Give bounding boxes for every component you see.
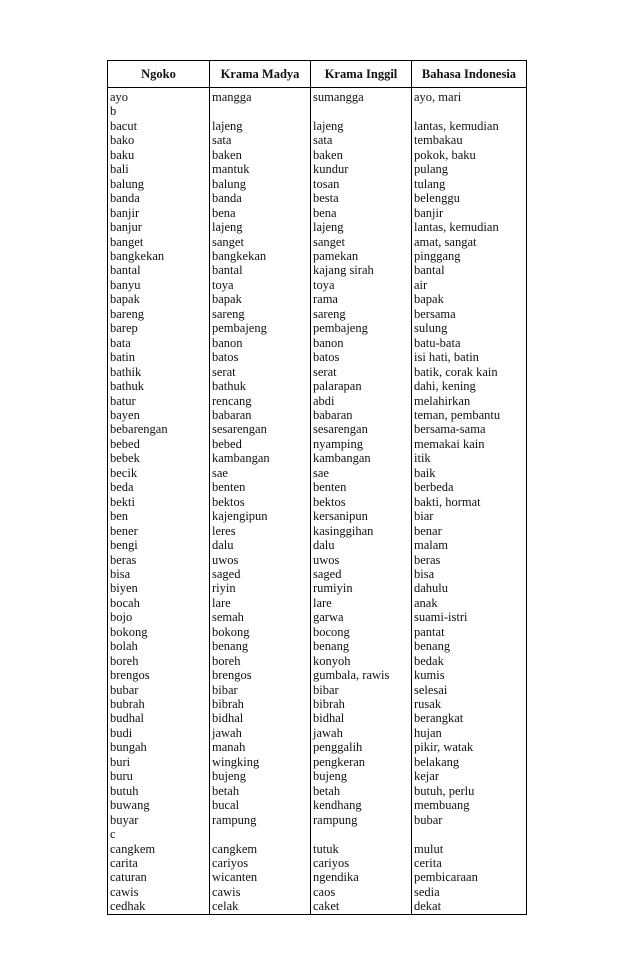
krama-inggil-cell: gumbala, rawis — [311, 668, 412, 682]
krama-madya-cell: lajeng — [210, 119, 311, 133]
krama-madya-cell: pembajeng — [210, 321, 311, 335]
table-row — [108, 365, 527, 379]
krama-madya-cell: banon — [210, 336, 311, 350]
vocabulary-table — [107, 60, 527, 915]
krama-inggil-cell: babaran — [311, 408, 412, 422]
bahasa-indonesia-cell: malam — [412, 538, 527, 552]
table-row — [108, 813, 527, 827]
bahasa-indonesia-cell: pantat — [412, 625, 527, 639]
krama-inggil-cell: lajeng — [311, 119, 412, 133]
bahasa-indonesia-cell: bantal — [412, 263, 527, 277]
table-row — [108, 798, 527, 812]
krama-madya-cell: wingking — [210, 755, 311, 769]
table-row — [108, 437, 527, 451]
krama-madya-cell: wicanten — [210, 870, 311, 884]
ngoko-cell: bata — [108, 336, 210, 350]
krama-madya-cell: toya — [210, 278, 311, 292]
table-row — [108, 784, 527, 798]
table-row — [108, 610, 527, 624]
table-row — [108, 683, 527, 697]
krama-madya-cell: sareng — [210, 307, 311, 321]
bahasa-indonesia-cell: kejar — [412, 769, 527, 783]
krama-madya-cell: riyin — [210, 581, 311, 595]
ngoko-cell: bebed — [108, 437, 210, 451]
krama-madya-cell: bidhal — [210, 711, 311, 725]
bahasa-indonesia-cell: pikir, watak — [412, 740, 527, 754]
table-row — [108, 596, 527, 610]
table-row — [108, 625, 527, 639]
krama-madya-cell: lajeng — [210, 220, 311, 234]
krama-inggil-cell — [311, 827, 412, 841]
krama-madya-cell: cawis — [210, 885, 311, 899]
krama-madya-cell: bebed — [210, 437, 311, 451]
krama-madya-cell: sae — [210, 466, 311, 480]
bahasa-indonesia-cell: hujan — [412, 726, 527, 740]
krama-madya-cell: bibar — [210, 683, 311, 697]
krama-inggil-cell: sareng — [311, 307, 412, 321]
ngoko-cell: buyar — [108, 813, 210, 827]
ngoko-cell: baku — [108, 148, 210, 162]
krama-inggil-cell: bibrah — [311, 697, 412, 711]
krama-madya-cell: batos — [210, 350, 311, 364]
krama-inggil-cell: caos — [311, 885, 412, 899]
krama-inggil-cell: palarapan — [311, 379, 412, 393]
krama-inggil-cell: betah — [311, 784, 412, 798]
krama-inggil-cell: rampung — [311, 813, 412, 827]
krama-madya-cell: bektos — [210, 495, 311, 509]
bahasa-indonesia-cell: dekat — [412, 899, 527, 914]
bahasa-indonesia-cell: membuang — [412, 798, 527, 812]
bahasa-indonesia-cell: sulung — [412, 321, 527, 335]
ngoko-cell: banyu — [108, 278, 210, 292]
header-krama-inggil: Krama Inggil — [311, 61, 412, 88]
ngoko-cell: buri — [108, 755, 210, 769]
table-row — [108, 509, 527, 523]
table-row — [108, 336, 527, 350]
bahasa-indonesia-cell: butuh, perlu — [412, 784, 527, 798]
table-row — [108, 856, 527, 870]
table-row — [108, 104, 527, 118]
bahasa-indonesia-cell: dahi, kening — [412, 379, 527, 393]
header-row — [108, 61, 527, 88]
krama-inggil-cell: sumangga — [311, 88, 412, 105]
bahasa-indonesia-cell: biar — [412, 509, 527, 523]
table-row — [108, 524, 527, 538]
krama-madya-cell: bena — [210, 206, 311, 220]
krama-inggil-cell: penggalih — [311, 740, 412, 754]
ngoko-cell: beras — [108, 553, 210, 567]
krama-madya-cell: benang — [210, 639, 311, 653]
bahasa-indonesia-cell: bisa — [412, 567, 527, 581]
krama-inggil-cell: uwos — [311, 553, 412, 567]
table-row — [108, 899, 527, 914]
ngoko-cell: caturan — [108, 870, 210, 884]
krama-madya-cell: cariyos — [210, 856, 311, 870]
table-row — [108, 553, 527, 567]
table-row — [108, 711, 527, 725]
krama-madya-cell: sanget — [210, 235, 311, 249]
ngoko-cell: bocah — [108, 596, 210, 610]
krama-madya-cell: bucal — [210, 798, 311, 812]
ngoko-cell: bathik — [108, 365, 210, 379]
table-row — [108, 191, 527, 205]
bahasa-indonesia-cell: lantas, kemudian — [412, 220, 527, 234]
krama-madya-cell: rampung — [210, 813, 311, 827]
krama-inggil-cell: lajeng — [311, 220, 412, 234]
ngoko-cell: barep — [108, 321, 210, 335]
krama-inggil-cell: lare — [311, 596, 412, 610]
krama-inggil-cell: bena — [311, 206, 412, 220]
ngoko-cell: bayen — [108, 408, 210, 422]
table-row — [108, 495, 527, 509]
ngoko-cell: bojo — [108, 610, 210, 624]
bahasa-indonesia-cell: melahirkan — [412, 394, 527, 408]
krama-inggil-cell: garwa — [311, 610, 412, 624]
ngoko-cell: bapak — [108, 292, 210, 306]
header-krama-madya: Krama Madya — [210, 61, 311, 88]
table-row — [108, 885, 527, 899]
bahasa-indonesia-cell: beras — [412, 553, 527, 567]
table-row — [108, 249, 527, 263]
krama-inggil-cell: kendhang — [311, 798, 412, 812]
ngoko-cell: c — [108, 827, 210, 841]
table-row — [108, 726, 527, 740]
krama-inggil-cell: rama — [311, 292, 412, 306]
krama-inggil-cell: tosan — [311, 177, 412, 191]
krama-inggil-cell: konyoh — [311, 654, 412, 668]
ngoko-cell: buwang — [108, 798, 210, 812]
krama-inggil-cell: serat — [311, 365, 412, 379]
bahasa-indonesia-cell: suami-istri — [412, 610, 527, 624]
bahasa-indonesia-cell: belenggu — [412, 191, 527, 205]
krama-inggil-cell: kersanipun — [311, 509, 412, 523]
krama-madya-cell: bangkekan — [210, 249, 311, 263]
krama-inggil-cell: bidhal — [311, 711, 412, 725]
ngoko-cell: bali — [108, 162, 210, 176]
bahasa-indonesia-cell: ayo, mari — [412, 88, 527, 105]
ngoko-cell: bacut — [108, 119, 210, 133]
bahasa-indonesia-cell: bapak — [412, 292, 527, 306]
krama-inggil-cell: baken — [311, 148, 412, 162]
krama-inggil-cell: pembajeng — [311, 321, 412, 335]
krama-madya-cell — [210, 104, 311, 118]
krama-madya-cell: lare — [210, 596, 311, 610]
ngoko-cell: buru — [108, 769, 210, 783]
ngoko-cell: bareng — [108, 307, 210, 321]
bahasa-indonesia-cell: pinggang — [412, 249, 527, 263]
table-row — [108, 162, 527, 176]
krama-inggil-cell: benang — [311, 639, 412, 653]
ngoko-cell: bener — [108, 524, 210, 538]
ngoko-cell: bokong — [108, 625, 210, 639]
krama-madya-cell: cangkem — [210, 842, 311, 856]
ngoko-cell: bubar — [108, 683, 210, 697]
krama-madya-cell: kambangan — [210, 451, 311, 465]
bahasa-indonesia-cell — [412, 104, 527, 118]
krama-madya-cell: baken — [210, 148, 311, 162]
krama-inggil-cell — [311, 104, 412, 118]
table-body — [108, 88, 527, 915]
bahasa-indonesia-cell: belakang — [412, 755, 527, 769]
bahasa-indonesia-cell: batik, corak kain — [412, 365, 527, 379]
krama-inggil-cell: ngendika — [311, 870, 412, 884]
bahasa-indonesia-cell: lantas, kemudian — [412, 119, 527, 133]
ngoko-cell: bantal — [108, 263, 210, 277]
bahasa-indonesia-cell: air — [412, 278, 527, 292]
krama-madya-cell: bujeng — [210, 769, 311, 783]
table-row — [108, 321, 527, 335]
ngoko-cell: banjir — [108, 206, 210, 220]
table-row — [108, 827, 527, 841]
ngoko-cell: b — [108, 104, 210, 118]
ngoko-cell: banjur — [108, 220, 210, 234]
krama-inggil-cell: sae — [311, 466, 412, 480]
ngoko-cell: bebek — [108, 451, 210, 465]
krama-madya-cell: dalu — [210, 538, 311, 552]
krama-inggil-cell: besta — [311, 191, 412, 205]
table-row — [108, 581, 527, 595]
krama-inggil-cell: batos — [311, 350, 412, 364]
krama-inggil-cell: bujeng — [311, 769, 412, 783]
krama-madya-cell: manah — [210, 740, 311, 754]
ngoko-cell: balung — [108, 177, 210, 191]
ngoko-cell: cawis — [108, 885, 210, 899]
ngoko-cell: boreh — [108, 654, 210, 668]
ngoko-cell: budi — [108, 726, 210, 740]
ngoko-cell: banget — [108, 235, 210, 249]
krama-inggil-cell: cariyos — [311, 856, 412, 870]
ngoko-cell: bebarengan — [108, 422, 210, 436]
table-row — [108, 538, 527, 552]
krama-inggil-cell: bibar — [311, 683, 412, 697]
krama-madya-cell: bibrah — [210, 697, 311, 711]
bahasa-indonesia-cell: memakai kain — [412, 437, 527, 451]
table-row — [108, 133, 527, 147]
krama-madya-cell: semah — [210, 610, 311, 624]
table-row — [108, 278, 527, 292]
ngoko-cell: cedhak — [108, 899, 210, 914]
ngoko-cell: butuh — [108, 784, 210, 798]
ngoko-cell: bungah — [108, 740, 210, 754]
krama-inggil-cell: kundur — [311, 162, 412, 176]
table-row — [108, 220, 527, 234]
bahasa-indonesia-cell: sedia — [412, 885, 527, 899]
krama-madya-cell: sata — [210, 133, 311, 147]
krama-madya-cell: rencang — [210, 394, 311, 408]
table-row — [108, 292, 527, 306]
krama-inggil-cell: bektos — [311, 495, 412, 509]
krama-madya-cell: boreh — [210, 654, 311, 668]
ngoko-cell: ben — [108, 509, 210, 523]
krama-madya-cell: saged — [210, 567, 311, 581]
krama-inggil-cell: pamekan — [311, 249, 412, 263]
krama-inggil-cell: sata — [311, 133, 412, 147]
table-row — [108, 769, 527, 783]
krama-madya-cell: bantal — [210, 263, 311, 277]
table-row — [108, 177, 527, 191]
ngoko-cell: brengos — [108, 668, 210, 682]
ngoko-cell: bathuk — [108, 379, 210, 393]
bahasa-indonesia-cell: pembicaraan — [412, 870, 527, 884]
krama-madya-cell: bathuk — [210, 379, 311, 393]
bahasa-indonesia-cell: bubar — [412, 813, 527, 827]
ngoko-cell: banda — [108, 191, 210, 205]
table-row — [108, 466, 527, 480]
bahasa-indonesia-cell: mulut — [412, 842, 527, 856]
ngoko-cell: bengi — [108, 538, 210, 552]
table-row — [108, 480, 527, 494]
bahasa-indonesia-cell: cerita — [412, 856, 527, 870]
bahasa-indonesia-cell: isi hati, batin — [412, 350, 527, 364]
krama-inggil-cell: jawah — [311, 726, 412, 740]
bahasa-indonesia-cell: kumis — [412, 668, 527, 682]
table-row — [108, 567, 527, 581]
table-row — [108, 639, 527, 653]
krama-inggil-cell: kajang sirah — [311, 263, 412, 277]
ngoko-cell: bisa — [108, 567, 210, 581]
ngoko-cell: cangkem — [108, 842, 210, 856]
krama-madya-cell: betah — [210, 784, 311, 798]
bahasa-indonesia-cell: pokok, baku — [412, 148, 527, 162]
bahasa-indonesia-cell: tembakau — [412, 133, 527, 147]
bahasa-indonesia-cell: bakti, hormat — [412, 495, 527, 509]
krama-inggil-cell: dalu — [311, 538, 412, 552]
table-row — [108, 88, 527, 105]
krama-madya-cell: kajengipun — [210, 509, 311, 523]
table-row — [108, 394, 527, 408]
krama-inggil-cell: bocong — [311, 625, 412, 639]
krama-madya-cell: celak — [210, 899, 311, 914]
krama-inggil-cell: caket — [311, 899, 412, 914]
krama-inggil-cell: rumiyin — [311, 581, 412, 595]
krama-madya-cell: jawah — [210, 726, 311, 740]
krama-madya-cell: mantuk — [210, 162, 311, 176]
ngoko-cell: bako — [108, 133, 210, 147]
ngoko-cell: bekti — [108, 495, 210, 509]
header-bahasa-indonesia: Bahasa Indonesia — [412, 61, 527, 88]
krama-inggil-cell: abdi — [311, 394, 412, 408]
bahasa-indonesia-cell: bersama-sama — [412, 422, 527, 436]
krama-inggil-cell: kambangan — [311, 451, 412, 465]
ngoko-cell: bangkekan — [108, 249, 210, 263]
table-row — [108, 408, 527, 422]
krama-inggil-cell: toya — [311, 278, 412, 292]
krama-madya-cell: leres — [210, 524, 311, 538]
bahasa-indonesia-cell: banjir — [412, 206, 527, 220]
krama-madya-cell: bapak — [210, 292, 311, 306]
ngoko-cell: becik — [108, 466, 210, 480]
bahasa-indonesia-cell: berbeda — [412, 480, 527, 494]
krama-inggil-cell: pengkeran — [311, 755, 412, 769]
table-row — [108, 755, 527, 769]
table-row — [108, 422, 527, 436]
krama-inggil-cell: nyamping — [311, 437, 412, 451]
table-row — [108, 740, 527, 754]
ngoko-cell: ayo — [108, 88, 210, 105]
table-row — [108, 379, 527, 393]
table-row — [108, 842, 527, 856]
bahasa-indonesia-cell: itik — [412, 451, 527, 465]
krama-inggil-cell: banon — [311, 336, 412, 350]
bahasa-indonesia-cell: berangkat — [412, 711, 527, 725]
krama-inggil-cell: benten — [311, 480, 412, 494]
krama-madya-cell: bokong — [210, 625, 311, 639]
ngoko-cell: biyen — [108, 581, 210, 595]
krama-madya-cell: serat — [210, 365, 311, 379]
krama-madya-cell: sesarengan — [210, 422, 311, 436]
krama-madya-cell — [210, 827, 311, 841]
bahasa-indonesia-cell: tulang — [412, 177, 527, 191]
krama-madya-cell: banda — [210, 191, 311, 205]
ngoko-cell: batur — [108, 394, 210, 408]
krama-inggil-cell: kasinggihan — [311, 524, 412, 538]
ngoko-cell: bolah — [108, 639, 210, 653]
table-row — [108, 307, 527, 321]
bahasa-indonesia-cell: teman, pembantu — [412, 408, 527, 422]
krama-madya-cell: balung — [210, 177, 311, 191]
bahasa-indonesia-cell: batu-bata — [412, 336, 527, 350]
ngoko-cell: budhal — [108, 711, 210, 725]
table-row — [108, 235, 527, 249]
bahasa-indonesia-cell: anak — [412, 596, 527, 610]
krama-inggil-cell: sanget — [311, 235, 412, 249]
krama-madya-cell: uwos — [210, 553, 311, 567]
krama-madya-cell: mangga — [210, 88, 311, 105]
bahasa-indonesia-cell: amat, sangat — [412, 235, 527, 249]
krama-inggil-cell: saged — [311, 567, 412, 581]
header-ngoko: Ngoko — [108, 61, 210, 88]
bahasa-indonesia-cell: dahulu — [412, 581, 527, 595]
bahasa-indonesia-cell: benang — [412, 639, 527, 653]
ngoko-cell: carita — [108, 856, 210, 870]
krama-inggil-cell: tutuk — [311, 842, 412, 856]
bahasa-indonesia-cell: benar — [412, 524, 527, 538]
bahasa-indonesia-cell: rusak — [412, 697, 527, 711]
table-row — [108, 206, 527, 220]
table-row — [108, 870, 527, 884]
table-row — [108, 668, 527, 682]
bahasa-indonesia-cell: bersama — [412, 307, 527, 321]
bahasa-indonesia-cell: pulang — [412, 162, 527, 176]
krama-madya-cell: babaran — [210, 408, 311, 422]
krama-madya-cell: brengos — [210, 668, 311, 682]
ngoko-cell: beda — [108, 480, 210, 494]
table-row — [108, 119, 527, 133]
bahasa-indonesia-cell: bedak — [412, 654, 527, 668]
bahasa-indonesia-cell: selesai — [412, 683, 527, 697]
table-row — [108, 350, 527, 364]
table-row — [108, 654, 527, 668]
table-row — [108, 263, 527, 277]
table-row — [108, 697, 527, 711]
table-row — [108, 451, 527, 465]
table-row — [108, 148, 527, 162]
bahasa-indonesia-cell: baik — [412, 466, 527, 480]
ngoko-cell: batin — [108, 350, 210, 364]
ngoko-cell: bubrah — [108, 697, 210, 711]
bahasa-indonesia-cell — [412, 827, 527, 841]
krama-inggil-cell: sesarengan — [311, 422, 412, 436]
krama-madya-cell: benten — [210, 480, 311, 494]
